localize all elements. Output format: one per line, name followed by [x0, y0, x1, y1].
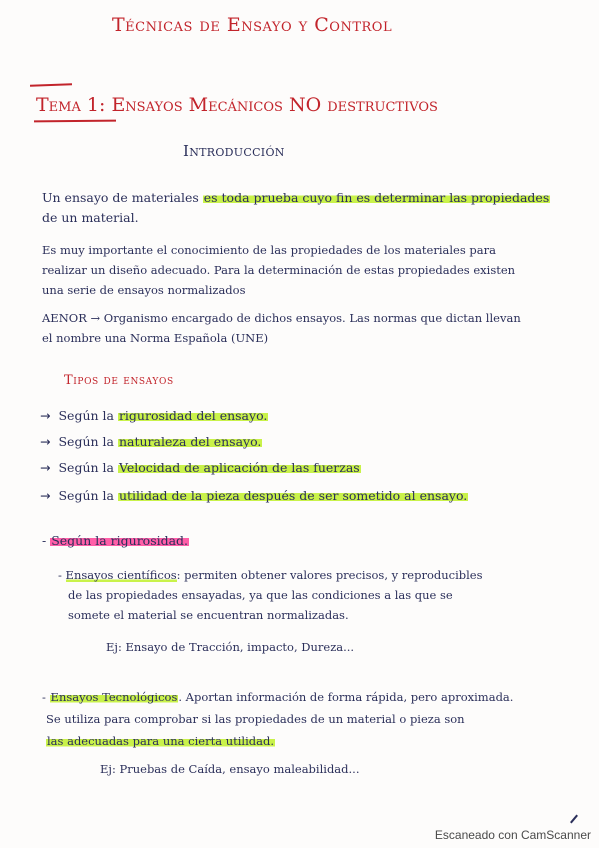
bullet-dash: - [58, 568, 66, 582]
cientificos-label: Ensayos científicos [65, 568, 177, 582]
tipo-highlight: utilidad de la pieza después de ser sometido al ensayo. [118, 488, 468, 503]
tipo-item [40, 434, 262, 449]
tecnologicos-text: . Aportan información de forma rápida, pero aproximada. [178, 690, 514, 704]
tipos-heading: Tipos de ensayos [64, 373, 174, 388]
tema-heading [36, 94, 438, 116]
tecnologicos-label: Ensayos Tecnológicos [50, 690, 178, 704]
cientificos-example: Ej: Ensayo de Tracción, impacto, Dureza... [106, 640, 355, 654]
rigurosidad-heading [42, 533, 189, 548]
arrow-right-icon: → [40, 434, 51, 449]
p2-line3: una serie de ensayos normalizados [42, 283, 246, 297]
tipo-highlight: Velocidad de aplicación de las fuerzas [118, 460, 360, 475]
tecnologicos-line3 [46, 734, 275, 748]
tema-underline [34, 120, 116, 123]
tecnologicos-example: Ej: Pruebas de Caída, ensayo maleabilidad... [100, 762, 360, 776]
tecnologicos-line2: Se utiliza para comprobar si las propiedades de un material o pieza son [46, 712, 465, 726]
p1-line2: de un material. [42, 210, 139, 225]
p2-line1: Es muy importante el conocimiento de las propiedades de los materiales para [42, 243, 496, 257]
aenor-line1: AENOR → Organismo encargado de dichos ensayos. Las normas que dictan llevan [42, 311, 521, 325]
arrow-right-icon: → [40, 408, 51, 423]
tipo-highlight: rigurosidad del ensayo. [118, 408, 268, 423]
tipo-prefix: Según la [58, 434, 118, 449]
cientificos-line2: de las propiedades ensayadas, ya que las condiciones a las que se [68, 588, 453, 602]
tema-decoration [30, 83, 72, 86]
aenor-line2: el nombre una Norma Española (UNE) [42, 331, 269, 345]
bullet-dash: - [42, 690, 50, 704]
rigurosidad-heading-text: Según la rigurosidad. [51, 533, 189, 548]
tipo-item [40, 408, 268, 423]
tecnologicos-line1 [42, 690, 513, 704]
p1-line1 [42, 190, 550, 205]
tecnologicos-highlight: las adecuadas para una cierta utilidad. [47, 734, 274, 748]
tipo-item [40, 488, 468, 503]
cientificos-line1 [58, 568, 483, 582]
pen-mark [570, 815, 578, 824]
tema-rest: : Ensayos Mecánicos NO destructivos [99, 94, 438, 116]
cientificos-text: : permiten obtener valores precisos, y reproducibles [176, 568, 483, 582]
bullet-dash: - [42, 533, 51, 548]
scanner-watermark: Escaneado con CamScanner [434, 828, 591, 842]
tema-label: Tema 1 [36, 94, 99, 116]
arrow-right-icon: → [40, 460, 51, 475]
arrow-right-icon: → [40, 488, 51, 503]
cientificos-line3: somete el material se encuentran normalizadas. [68, 608, 349, 622]
p1-highlight: es toda prueba cuyo fin es determinar las propiedades [203, 190, 550, 205]
tipo-prefix: Según la [58, 460, 118, 475]
tipo-prefix: Según la [58, 488, 118, 503]
tipo-highlight: naturaleza del ensayo. [118, 434, 262, 449]
tipo-item [40, 460, 361, 475]
p2-line2: realizar un diseño adecuado. Para la determinación de estas propiedades existen [42, 263, 516, 277]
tipo-prefix: Según la [58, 408, 118, 423]
p1-text: Un ensayo de materiales [42, 190, 203, 205]
intro-heading: Introducción [183, 142, 285, 160]
page-title: Técnicas de Ensayo y Control [112, 14, 393, 36]
